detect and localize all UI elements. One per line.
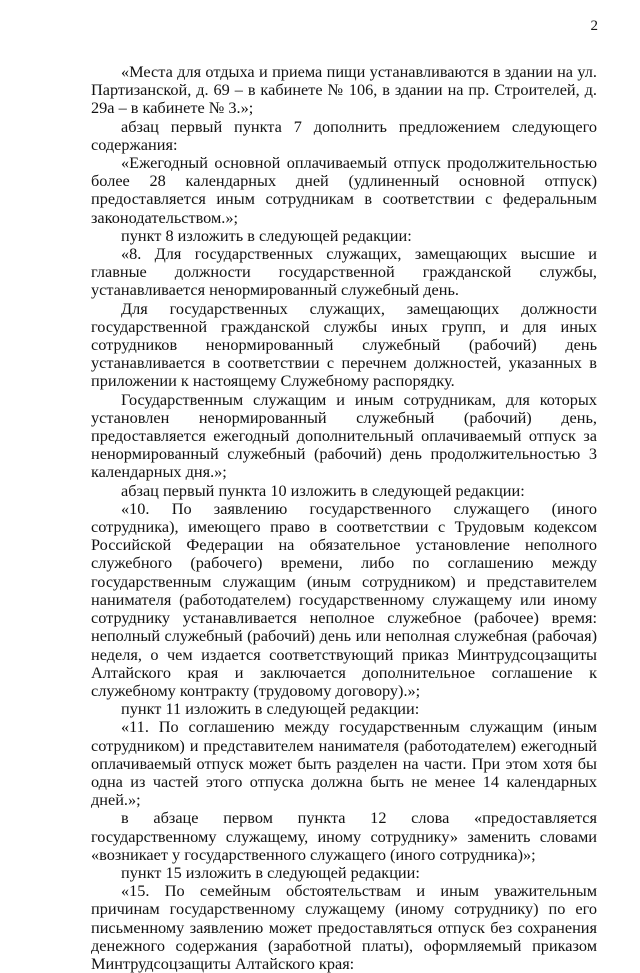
paragraph: абзац первый пункта 10 изложить в следующей редакции: (121, 480, 525, 500)
paragraph: «Места для отдыха и приема пищи устанавливаются в здании на ул. Партизанской, д. 69 – в кабинете № 106, в здании на пр. Строителей, д. 29а – в кабинете № 3.»; (91, 62, 597, 118)
paragraph: пункт 11 изложить в следующей редакции: (121, 699, 420, 719)
paragraph: «Ежегодный основной оплачиваемый отпуск продолжительностью более 28 календарных дней (удлиненный основной отпуск) предоставляется иным сотрудникам в соответствии с федеральным законодательством.»; (91, 153, 597, 227)
paragraph: «10. По заявлению государственного служащего (иного сотрудника), имеющего право в соответствии с Трудовым кодексом Российской Федерации на обязательное установление неполного служебного (рабочего) времени, либо по соглашению между государственным служащим (иным сотрудником) и представителем нанимателя (работодателем) государственному служащему или иному сотруднику устанавливается неполное служебное (рабочее) время: неполный служебный (рабочий) день или неполная служебная (рабочая) неделя, о чем издается соответствующий приказ Минтрудсоцзащиты Алтайского края и заключается дополнительное соглашение к служебному контракту (трудовому договору).»; (91, 498, 597, 700)
paragraph: пункт 15 изложить в следующей редакции: (121, 862, 420, 882)
paragraph: «11. По соглашению между государственным служащим (иным сотрудником) и представителем нанимателя (работодателем) ежегодный оплачиваемый отпуск может быть разделен на части. При этом хотя бы одна из частей этого отпуска должна быть не менее 14 календарных дней.»; (91, 717, 597, 810)
paragraph: пункт 8 изложить в следующей редакции: (121, 225, 412, 245)
paragraph: Государственным служащим и иным сотрудникам, для которых установлен ненормированный служебный (рабочий) день, предоставляется ежегодный дополнительный оплачиваемый отпуск за ненормированный служебный (рабочий) день продолжительностью 3 календарных дня.»; (91, 389, 597, 482)
page-number: 2 (590, 18, 598, 34)
paragraph: Для государственных служащих, замещающих должности государственной гражданской службы иных групп, и для иных сотрудников ненормированный служебный (рабочий) день устанавливается в соответствии с перечнем должностей, указанных в приложении к настоящему Служебному распорядку. (91, 298, 597, 391)
paragraph: в абзаце первом пункта 12 слова «предоставляется государственному служащему, иному сотруднику» заменить словами «возникает у государственного служащего (иного сотрудника)»; (91, 808, 597, 864)
document-body (91, 63, 597, 973)
paragraph: «8. Для государственных служащих, замещающих высшие и главные должности государственной гражданской службы, устанавливается ненормированный служебный день. (91, 244, 597, 300)
paragraph: абзац первый пункта 7 дополнить предложением следующего содержания: (91, 116, 597, 154)
paragraph: «15. По семейным обстоятельствам и иным уважительным причинам государственному служащему (иному сотруднику) по его письменному заявлению может предоставляться отпуск без сохранения денежного содержания (заработной платы), оформляемый приказом Минтрудсоцзащиты Алтайского края: (91, 881, 597, 973)
